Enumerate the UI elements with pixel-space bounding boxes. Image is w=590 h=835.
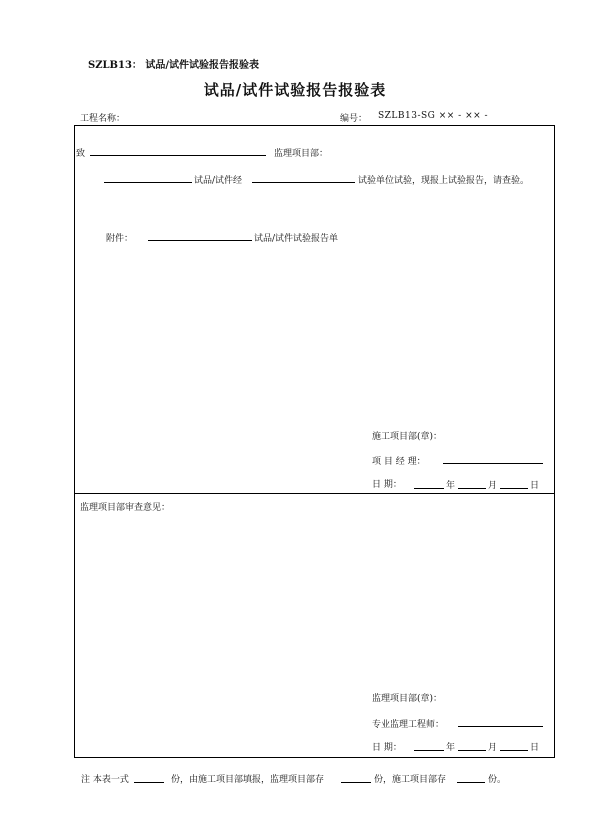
attachment-field[interactable] <box>148 240 252 241</box>
date-label-2: 日 期： <box>372 743 402 753</box>
day-field[interactable] <box>500 488 528 489</box>
attachment-suffix: 试品/试件试验报告单 <box>254 234 339 244</box>
form-frame <box>74 125 555 758</box>
to-label: 致 <box>76 149 86 159</box>
month-label: 月 <box>488 481 498 491</box>
section-divider <box>74 493 555 494</box>
year-label: 年 <box>446 481 456 491</box>
opinion-label: 监理项目部审查意见： <box>80 503 171 513</box>
day-label-2: 日 <box>530 743 540 753</box>
engineer-label: 专业监理工程师： <box>372 720 445 730</box>
form-code-title: 试品/试件试验报告报验表 <box>145 60 260 71</box>
date-label: 日 期： <box>372 480 402 490</box>
year-label-2: 年 <box>446 743 456 753</box>
month-label-2: 月 <box>488 743 498 753</box>
note-prefix: 注 本表一式 <box>81 775 129 785</box>
note-suffix: 份。 <box>488 775 507 785</box>
day-label: 日 <box>530 481 540 491</box>
test-unit-field[interactable] <box>252 182 355 183</box>
copies-total-field[interactable] <box>134 782 164 783</box>
form-code-header <box>88 56 259 71</box>
copies-construction-field[interactable] <box>457 782 485 783</box>
year-field[interactable] <box>414 488 444 489</box>
supervision-seal: 监理项目部(章)： <box>372 694 443 704</box>
day-field-2[interactable] <box>500 750 528 751</box>
test-text: 试验单位试验，现报上试验报告，请查验。 <box>358 176 530 186</box>
month-field-2[interactable] <box>458 750 486 751</box>
construction-dept-seal: 施工项目部(章)： <box>372 432 443 442</box>
project-name-label: 工程名称： <box>80 114 126 124</box>
project-manager-label: 项 目 经 理： <box>372 457 426 467</box>
copies-supervision-field[interactable] <box>341 782 371 783</box>
sample-label: 试品/试件经 <box>194 176 243 186</box>
sample-name-field[interactable] <box>104 182 192 183</box>
page-title: 试品/试件试验报告报验表 <box>203 81 387 99</box>
form-code: SZLB13： <box>88 60 142 71</box>
project-manager-signature-field[interactable] <box>443 463 543 464</box>
year-field-2[interactable] <box>414 750 444 751</box>
note-mid2: 份，施工项目部存 <box>374 775 447 785</box>
note-mid1: 份，由施工项目部填报，监理项目部存 <box>171 775 325 785</box>
number-label: 编号： <box>340 114 368 124</box>
addressee-field[interactable] <box>90 155 266 156</box>
engineer-signature-field[interactable] <box>458 726 543 727</box>
number-value: SZLB13-SG ×× - ×× - <box>378 111 489 121</box>
supervision-dept-label: 监理项目部： <box>274 149 329 159</box>
month-field[interactable] <box>458 488 486 489</box>
attachment-label: 附件： <box>106 234 134 244</box>
